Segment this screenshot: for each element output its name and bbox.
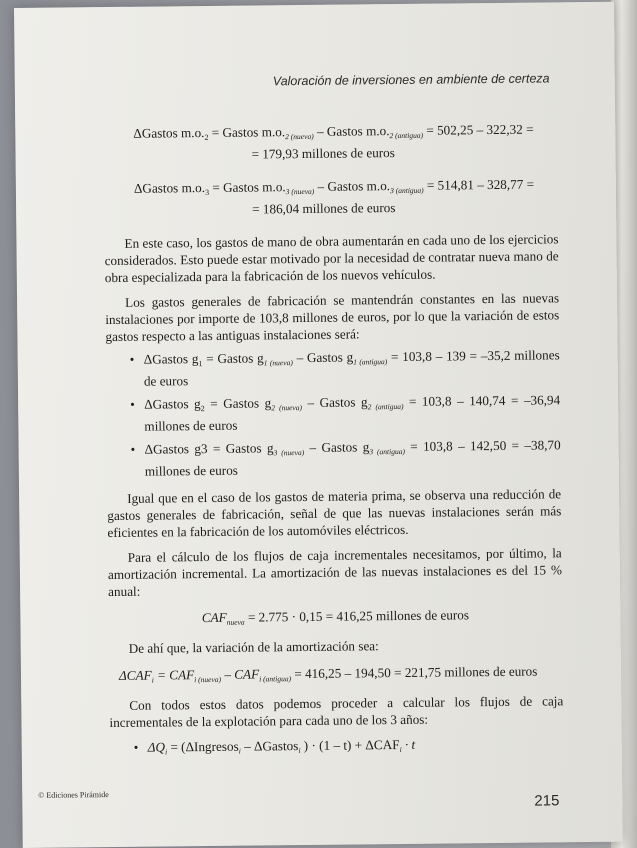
eq-term: = Gastos m.o. xyxy=(211,124,286,140)
eq-term: – Gastos g xyxy=(309,439,370,455)
eq-sub: 3 (antigua) xyxy=(369,446,405,457)
eq-sub: 2 (nueva) xyxy=(285,131,314,142)
bullet-icon: • xyxy=(133,739,139,755)
eq-sub: 1 xyxy=(198,359,203,369)
eq-term: = 416,25 – 194,50 = 221,75 millones de euros xyxy=(294,663,538,682)
eq-result: = 179,93 millones de euros xyxy=(251,145,395,162)
paragraph: Con todos estos datos podemos proceder a calcular los flujos de caja incrementales de la explotación para cada uno de los 3 años: xyxy=(109,693,564,731)
eq-sub: i xyxy=(399,744,402,755)
eq-term: = Gastos m.o. xyxy=(212,179,286,195)
eq-term: = 103,8 – 139 = –35,2 millones de euros xyxy=(143,347,560,389)
eq-term: ΔGastos m.o. xyxy=(133,180,206,196)
paragraph: Los gastos generales de fabricación se mantendrán constantes en las nuevas instalaciones por importe de 103,8 millones de euros, por lo que la variación de estos gastos respecto a las antiguas instalaciones será: xyxy=(105,290,560,345)
paragraph: Para el cálculo de los flujos de caja incrementales necesitamos, por último, la amortización incremental. La amortización de las nuevas instalaciones es del 15 % anual: xyxy=(107,545,562,600)
eq-sub: nueva xyxy=(226,617,245,627)
eq-term: – Gastos g xyxy=(307,394,368,410)
page-content xyxy=(103,120,564,761)
eq-result: = 186,04 millones de euros xyxy=(252,200,396,217)
equation-mo-2 xyxy=(133,120,557,163)
eq-sub: 3 (antigua) xyxy=(390,185,424,196)
eq-sub: 3 (nueva) xyxy=(285,186,315,197)
running-title: Valoración de inversiones en ambiente de certeza xyxy=(272,71,550,89)
eq-sub: i (nueva) xyxy=(194,674,222,685)
eq-term: = 514,81 – 328,77 = xyxy=(426,176,535,193)
list-item xyxy=(110,734,564,761)
eq-sub: i xyxy=(151,675,154,685)
eq-sub: i xyxy=(238,746,241,756)
list-item xyxy=(107,436,561,480)
eq-sub: 1 (antigua) xyxy=(353,357,388,367)
eq-sub: 1 (nueva) xyxy=(263,358,293,368)
eq-sub: 2 (antigua) xyxy=(367,401,404,412)
eq-sub: 3 (nueva) xyxy=(273,447,305,458)
eq-sub: 3 xyxy=(205,187,210,198)
paragraph: Igual que en el caso de los gastos de materia prima, se observa una reducción de gastos generales de fabricación, señal de que las nuevas instalaciones serán más eficientes en la fabricación de los automóviles eléctricos. xyxy=(107,486,562,541)
eq-term: = Gastos g xyxy=(206,350,264,367)
bullet-icon: • xyxy=(129,351,135,367)
eq-term: – Gastos m.o. xyxy=(317,178,391,194)
equation-delta-caf xyxy=(119,662,563,689)
paragraph: De ahí que, la variación de la amortización sea: xyxy=(128,638,379,656)
eq-term: – Gastos g xyxy=(296,349,354,366)
eq-term: = CAF xyxy=(156,667,195,683)
eq-term: · t xyxy=(404,736,416,752)
eq-term: ΔGastos m.o. xyxy=(133,125,205,141)
eq-term: = 2.775 · 0,15 = 416,25 millones de euros xyxy=(247,607,470,625)
eq-term: CAF xyxy=(201,609,227,626)
list-item xyxy=(106,346,560,390)
eq-term: ΔGastos g3 xyxy=(144,440,208,457)
eq-sub: i (antigua) xyxy=(259,674,292,684)
eq-sub: 2 (antigua) xyxy=(389,130,424,141)
equation-caf-nueva xyxy=(108,605,562,632)
eq-sub: i xyxy=(298,746,301,756)
eq-term: ΔCAF xyxy=(118,667,152,683)
book-page xyxy=(14,2,623,848)
publisher-credit: © Ediciones Pirámide xyxy=(38,790,109,800)
list-item xyxy=(106,391,560,435)
eq-sub: 2 xyxy=(200,404,205,414)
equation-mo-3 xyxy=(134,175,558,218)
eq-term: ) · (1 – t) + ΔCAF xyxy=(303,737,400,754)
eq-term: ΔGastos g xyxy=(144,396,201,412)
eq-term: = 103,8 – 140,74 = –36,94 millones de euros xyxy=(144,392,561,434)
page-number: 215 xyxy=(534,792,560,810)
eq-term: – ΔGastos xyxy=(244,738,299,754)
paragraph: En este caso, los gastos de mano de obra aumentarán en cada uno de los ejercicios considerados. Esto puede estar motivado por la necesidad de contratar nueva mano de obra especializada para la fabricación de los nuevos vehículos. xyxy=(104,231,559,286)
eq-term: – CAF xyxy=(224,666,260,682)
eq-term: ΔQ xyxy=(147,739,166,755)
eq-term: – Gastos m.o. xyxy=(316,123,390,139)
eq-term: = Gastos g xyxy=(210,395,272,411)
bullet-icon: • xyxy=(130,396,135,412)
bullet-icon: • xyxy=(130,441,136,457)
eq-sub: i xyxy=(165,747,168,757)
eq-sub: 2 (nueva) xyxy=(271,403,303,413)
eq-term: = 103,8 – 142,50 = –38,70 millones de euros xyxy=(144,437,561,479)
eq-term: = 502,25 – 322,32 = xyxy=(426,121,534,138)
eq-sub: 2 xyxy=(204,132,209,143)
eq-term: = Gastos g xyxy=(212,440,274,456)
eq-term: = (ΔIngresos xyxy=(170,738,239,755)
eq-term: ΔGastos g xyxy=(143,351,199,367)
